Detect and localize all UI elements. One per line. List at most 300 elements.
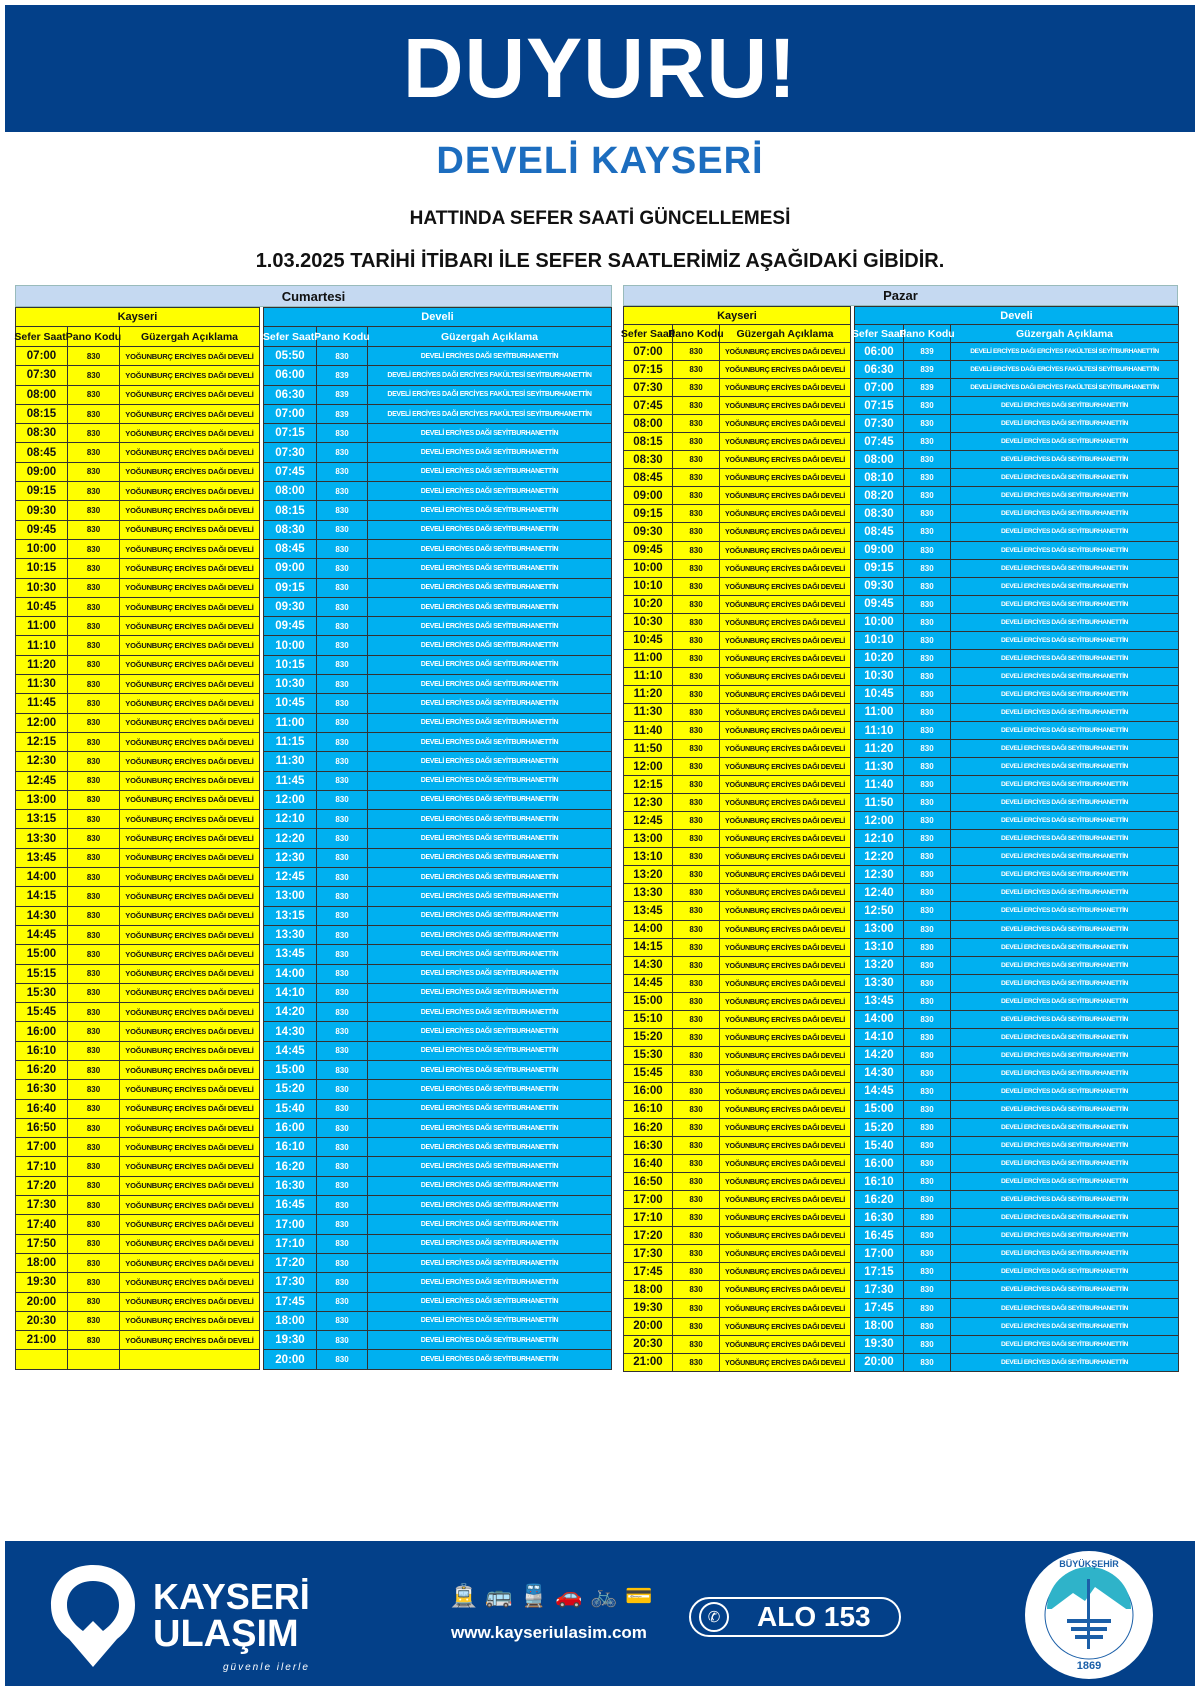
table-row: [854, 433, 1179, 451]
cell-code: 830: [68, 656, 120, 675]
cell-code: 830: [317, 521, 368, 540]
cell-route: DEVELİ ERCİYES DAĞI SEYİTBURHANETTİN: [951, 1227, 1179, 1245]
cell-route: YOĞUNBURÇ ERCİYES DAĞI DEVELİ: [720, 632, 851, 650]
saturday-halves: [15, 307, 612, 1370]
cell-code: 830: [68, 540, 120, 559]
cell-route: YOĞUNBURÇ ERCİYES DAĞI DEVELİ: [720, 1227, 851, 1245]
cell-route: YOĞUNBURÇ ERCİYES DAĞI DEVELİ: [120, 1293, 260, 1312]
table-row: [623, 1029, 851, 1047]
cell-route: DEVELİ ERCİYES DAĞI SEYİTBURHANETTİN: [368, 772, 612, 791]
table-row: [854, 632, 1179, 650]
cell-code: 830: [68, 598, 120, 617]
cell-code: 830: [904, 848, 951, 866]
cell-route: DEVELİ ERCİYES DAĞI SEYİTBURHANETTİN: [368, 482, 612, 501]
cell-route: DEVELİ ERCİYES DAĞI SEYİTBURHANETTİN: [368, 1177, 612, 1196]
cell-code: 830: [68, 1254, 120, 1273]
cell-code: 830: [673, 921, 720, 939]
table-row: [623, 1047, 851, 1065]
cell-route: DEVELİ ERCİYES DAĞI SEYİTBURHANETTİN: [951, 614, 1179, 632]
cell-time: 13:10: [623, 848, 673, 866]
table-row: [623, 704, 851, 722]
cell-time: 11:00: [263, 714, 317, 733]
cell-time: 17:20: [15, 1177, 68, 1196]
cell-code: 830: [904, 902, 951, 920]
table-row: [263, 598, 612, 617]
table-row: [854, 866, 1179, 884]
cell-code: 830: [673, 758, 720, 776]
table-row: [854, 1354, 1179, 1372]
cell-time: 17:10: [15, 1157, 68, 1176]
table-row: [15, 829, 260, 848]
table-row: [263, 1196, 612, 1215]
table-row: [854, 1209, 1179, 1227]
table-row: [623, 578, 851, 596]
table-row: [15, 521, 260, 540]
cell-time: 07:45: [623, 397, 673, 415]
cell-code: 830: [904, 794, 951, 812]
cell-code: 830: [317, 694, 368, 713]
cell-route: DEVELİ ERCİYES DAĞI SEYİTBURHANETTİN: [951, 1047, 1179, 1065]
table-row: [623, 1336, 851, 1354]
cell-time: 13:30: [263, 926, 317, 945]
table-row: [854, 487, 1179, 505]
cell-time: 10:30: [623, 614, 673, 632]
website-link[interactable]: www.kayseriulasim.com: [451, 1623, 647, 1642]
cell-time: 08:30: [263, 521, 317, 540]
table-row: [623, 848, 851, 866]
table-row: [263, 559, 612, 578]
cell-time: 12:10: [263, 810, 317, 829]
cell-time: 12:50: [854, 902, 904, 920]
cell-code: 830: [68, 791, 120, 810]
cell-route: YOĞUNBURÇ ERCİYES DAĞI DEVELİ: [720, 487, 851, 505]
cell-code: 830: [68, 579, 120, 598]
table-row: [263, 1100, 612, 1119]
cell-route: YOĞUNBURÇ ERCİYES DAĞI DEVELİ: [720, 397, 851, 415]
update-subtitle: HATTINDA SEFER SAATİ GÜNCELLEMESİ: [409, 208, 791, 229]
cell-time: 15:20: [263, 1080, 317, 1099]
hotline-badge[interactable]: [689, 1597, 901, 1637]
cell-code: 830: [68, 926, 120, 945]
cell-time: 13:30: [623, 884, 673, 902]
cell-time: 14:10: [854, 1029, 904, 1047]
train-icon: 🚆: [520, 1583, 548, 1608]
cell-time: 09:15: [623, 505, 673, 523]
cell-time: 13:10: [854, 939, 904, 957]
cell-time: 08:00: [15, 386, 68, 405]
cell-route: YOĞUNBURÇ ERCİYES DAĞI DEVELİ: [120, 1119, 260, 1138]
cell-route: DEVELİ ERCİYES DAĞI ERCİYES FAKÜLTESİ SEYİTBURHANETTİN: [951, 343, 1179, 361]
cell-route: YOĞUNBURÇ ERCİYES DAĞI DEVELİ: [720, 523, 851, 541]
cell-code: 830: [673, 866, 720, 884]
cell-code: 830: [68, 1022, 120, 1041]
table-row: [623, 343, 851, 361]
cell-code: 830: [317, 1003, 368, 1022]
cell-route: YOĞUNBURÇ ERCİYES DAĞI DEVELİ: [720, 1137, 851, 1155]
table-row: [854, 1281, 1179, 1299]
table-row: [15, 868, 260, 887]
cell-code: 830: [904, 1011, 951, 1029]
cell-time: 08:45: [623, 469, 673, 487]
table-row: [263, 965, 612, 984]
cell-time: 18:00: [623, 1281, 673, 1299]
cell-time: 14:00: [854, 1011, 904, 1029]
cell-route: YOĞUNBURÇ ERCİYES DAĞI DEVELİ: [720, 650, 851, 668]
cell-code: 830: [68, 849, 120, 868]
table-row: [854, 758, 1179, 776]
cell-code: 830: [673, 469, 720, 487]
table-row: [15, 598, 260, 617]
cell-time: 17:10: [623, 1209, 673, 1227]
table-row: [263, 1254, 612, 1273]
cell-route: DEVELİ ERCİYES DAĞI SEYİTBURHANETTİN: [951, 939, 1179, 957]
cell-time: 09:45: [15, 521, 68, 540]
cell-code: 830: [68, 482, 120, 501]
cell-time: 08:45: [854, 523, 904, 541]
table-row: [623, 939, 851, 957]
table-row: [15, 424, 260, 443]
cell-route: DEVELİ ERCİYES DAĞI SEYİTBURHANETTİN: [951, 650, 1179, 668]
cell-route: DEVELİ ERCİYES DAĞI SEYİTBURHANETTİN: [368, 521, 612, 540]
cell-time: 10:15: [15, 559, 68, 578]
footer: [5, 1541, 1195, 1686]
saturday-develi-section: [263, 307, 612, 1370]
cell-time: 11:30: [623, 704, 673, 722]
table-row: [854, 1119, 1179, 1137]
cell-code: 830: [673, 632, 720, 650]
cell-code: 830: [673, 650, 720, 668]
bicycle-icon: 🚲: [590, 1583, 618, 1608]
announcement-banner: [5, 5, 1195, 132]
sunday-kayseri-section: [620, 306, 851, 1372]
cell-time: 10:45: [263, 694, 317, 713]
cell-time: 20:30: [15, 1312, 68, 1331]
cell-code: 830: [673, 1137, 720, 1155]
cell-route: DEVELİ ERCİYES DAĞI SEYİTBURHANETTİN: [368, 810, 612, 829]
cell-code: 830: [68, 733, 120, 752]
cell-time: 16:50: [623, 1173, 673, 1191]
cell-time: 14:20: [263, 1003, 317, 1022]
cell-route: DEVELİ ERCİYES DAĞI SEYİTBURHANETTİN: [368, 1235, 612, 1254]
table-row: [854, 902, 1179, 920]
cell-code: 830: [904, 596, 951, 614]
cell-time: 12:00: [854, 812, 904, 830]
cell-code: 830: [317, 1312, 368, 1331]
cell-time: 14:15: [15, 887, 68, 906]
bus-icon: 🚌: [485, 1583, 513, 1608]
cell-route: DEVELİ ERCİYES DAĞI SEYİTBURHANETTİN: [368, 1331, 612, 1350]
table-row: [15, 1235, 260, 1254]
cell-time: 20:30: [623, 1336, 673, 1354]
cell-code: 830: [68, 617, 120, 636]
cell-time: 21:00: [623, 1354, 673, 1372]
cell-code: 830: [673, 1191, 720, 1209]
cell-route: DEVELİ ERCİYES DAĞI SEYİTBURHANETTİN: [951, 560, 1179, 578]
cell-route: DEVELİ ERCİYES DAĞI SEYİTBURHANETTİN: [951, 848, 1179, 866]
table-row: [854, 542, 1179, 560]
cell-code: 830: [68, 1100, 120, 1119]
cell-time: 16:50: [15, 1119, 68, 1138]
cell-route: YOĞUNBURÇ ERCİYES DAĞI DEVELİ: [120, 791, 260, 810]
cell-route: DEVELİ ERCİYES DAĞI SEYİTBURHANETTİN: [368, 1254, 612, 1273]
cell-code: 839: [317, 386, 368, 405]
cell-code: 830: [904, 397, 951, 415]
cell-route: YOĞUNBURÇ ERCİYES DAĞI DEVELİ: [720, 343, 851, 361]
cell-code: 830: [68, 405, 120, 424]
table-row: [15, 1196, 260, 1215]
cell-route: YOĞUNBURÇ ERCİYES DAĞI DEVELİ: [120, 521, 260, 540]
sunday-develi-header: Develi: [854, 306, 1179, 325]
table-row: [263, 1235, 612, 1254]
table-row: [263, 366, 612, 385]
cell-code: 830: [673, 704, 720, 722]
table-row: [623, 957, 851, 975]
cell-route: DEVELİ ERCİYES DAĞI SEYİTBURHANETTİN: [951, 1318, 1179, 1336]
table-row: [15, 907, 260, 926]
cell-time: 16:10: [15, 1042, 68, 1061]
cell-route: YOĞUNBURÇ ERCİYES DAĞI DEVELİ: [120, 347, 260, 366]
cell-route: DEVELİ ERCİYES DAĞI SEYİTBURHANETTİN: [368, 1350, 612, 1369]
cell-code: 830: [904, 1263, 951, 1281]
table-row: [263, 1003, 612, 1022]
table-row: [15, 945, 260, 964]
table-row: [623, 614, 851, 632]
table-row: [15, 984, 260, 1003]
cell-route: YOĞUNBURÇ ERCİYES DAĞI DEVELİ: [120, 1215, 260, 1234]
cell-code: 830: [904, 830, 951, 848]
cell-route: YOĞUNBURÇ ERCİYES DAĞI DEVELİ: [720, 812, 851, 830]
cell-code: 830: [673, 1083, 720, 1101]
cell-code: 830: [317, 907, 368, 926]
cell-route: YOĞUNBURÇ ERCİYES DAĞI DEVELİ: [120, 463, 260, 482]
cell-route: YOĞUNBURÇ ERCİYES DAĞI DEVELİ: [120, 1157, 260, 1176]
cell-time: 15:40: [854, 1137, 904, 1155]
cell-route: YOĞUNBURÇ ERCİYES DAĞI DEVELİ: [720, 1155, 851, 1173]
cell-code: 830: [68, 810, 120, 829]
sunday-kayseri-header: Kayseri: [623, 306, 851, 325]
table-row: [854, 523, 1179, 541]
cell-time: 10:30: [263, 675, 317, 694]
cell-route: YOĞUNBURÇ ERCİYES DAĞI DEVELİ: [720, 1083, 851, 1101]
cell-route: YOĞUNBURÇ ERCİYES DAĞI DEVELİ: [720, 794, 851, 812]
cell-code: 830: [904, 1245, 951, 1263]
cell-route: YOĞUNBURÇ ERCİYES DAĞI DEVELİ: [720, 902, 851, 920]
cell-time: 12:45: [15, 772, 68, 791]
cell-route: YOĞUNBURÇ ERCİYES DAĞI DEVELİ: [720, 1047, 851, 1065]
cell-code: 830: [904, 451, 951, 469]
cell-route: DEVELİ ERCİYES DAĞI SEYİTBURHANETTİN: [951, 1083, 1179, 1101]
cell-route: YOĞUNBURÇ ERCİYES DAĞI DEVELİ: [120, 366, 260, 385]
cell-route: YOĞUNBURÇ ERCİYES DAĞI DEVELİ: [120, 443, 260, 462]
cell-time: 13:15: [263, 907, 317, 926]
cell-code: 830: [68, 714, 120, 733]
cell-time: 17:30: [263, 1273, 317, 1292]
cell-code: 830: [68, 1331, 120, 1350]
cell-time: 12:10: [854, 830, 904, 848]
cell-time: 14:00: [15, 868, 68, 887]
column-header-code: Pano Kodu: [68, 327, 120, 347]
cell-time: 16:30: [623, 1137, 673, 1155]
cell-route: DEVELİ ERCİYES DAĞI SEYİTBURHANETTİN: [951, 1137, 1179, 1155]
cell-route: DEVELİ ERCİYES DAĞI SEYİTBURHANETTİN: [368, 1273, 612, 1292]
cell-route: YOĞUNBURÇ ERCİYES DAĞI DEVELİ: [720, 1318, 851, 1336]
cell-route: DEVELİ ERCİYES DAĞI SEYİTBURHANETTİN: [951, 1191, 1179, 1209]
sunday-develi-column-headers: [851, 325, 1179, 343]
cell-time: 15:10: [623, 1011, 673, 1029]
cell-code: 830: [904, 939, 951, 957]
transport-icons: [450, 1583, 652, 1609]
cell-time: 13:20: [854, 957, 904, 975]
table-row: [15, 559, 260, 578]
cell-time: 14:30: [263, 1022, 317, 1041]
cell-time: 12:15: [623, 776, 673, 794]
cell-time: 13:45: [15, 849, 68, 868]
cell-time: 09:15: [263, 579, 317, 598]
cell-time: 07:15: [623, 361, 673, 379]
table-row: [623, 1245, 851, 1263]
cell-code: 830: [673, 848, 720, 866]
table-row: [15, 849, 260, 868]
cell-code: 830: [904, 812, 951, 830]
cell-code: 830: [673, 1047, 720, 1065]
cell-code: 830: [317, 598, 368, 617]
cell-code: 830: [317, 733, 368, 752]
table-row: [854, 1083, 1179, 1101]
cell-time: 12:30: [15, 752, 68, 771]
table-row: [263, 810, 612, 829]
cell-time: 05:50: [263, 347, 317, 366]
cell-route: YOĞUNBURÇ ERCİYES DAĞI DEVELİ: [120, 1100, 260, 1119]
table-row: [15, 1138, 260, 1157]
cell-route: YOĞUNBURÇ ERCİYES DAĞI DEVELİ: [720, 1263, 851, 1281]
cell-code: 830: [904, 975, 951, 993]
cell-time: 08:30: [854, 505, 904, 523]
cell-code: 830: [68, 1003, 120, 1022]
cell-route: DEVELİ ERCİYES DAĞI SEYİTBURHANETTİN: [951, 397, 1179, 415]
cell-code: 830: [68, 675, 120, 694]
table-row: [623, 1318, 851, 1336]
cell-time: 11:45: [15, 694, 68, 713]
table-row: [263, 1061, 612, 1080]
cell-route: DEVELİ ERCİYES DAĞI SEYİTBURHANETTİN: [368, 347, 612, 366]
cell-route: DEVELİ ERCİYES DAĞI SEYİTBURHANETTİN: [951, 686, 1179, 704]
cell-code: 830: [317, 1157, 368, 1176]
table-row: [15, 1119, 260, 1138]
cell-time: 11:15: [263, 733, 317, 752]
cell-route: DEVELİ ERCİYES DAĞI SEYİTBURHANETTİN: [951, 1119, 1179, 1137]
cell-route: YOĞUNBURÇ ERCİYES DAĞI DEVELİ: [720, 578, 851, 596]
cell-route: DEVELİ ERCİYES DAĞI SEYİTBURHANETTİN: [951, 523, 1179, 541]
cell-time: 09:15: [854, 560, 904, 578]
cell-code: 830: [317, 617, 368, 636]
cell-code: 830: [68, 1177, 120, 1196]
cell-route: DEVELİ ERCİYES DAĞI ERCİYES FAKÜLTESİ SEYİTBURHANETTİN: [368, 405, 612, 424]
cell-code: 830: [673, 523, 720, 541]
cell-time: 18:00: [854, 1318, 904, 1336]
table-row: [623, 1011, 851, 1029]
table-row: [623, 1263, 851, 1281]
table-row: [623, 487, 851, 505]
cell-code: 830: [904, 1318, 951, 1336]
cell-route: DEVELİ ERCİYES DAĞI SEYİTBURHANETTİN: [951, 1299, 1179, 1317]
table-row: [15, 1080, 260, 1099]
table-row: [854, 379, 1179, 397]
table-row: [854, 1137, 1179, 1155]
cell-time: 07:45: [854, 433, 904, 451]
table-row: [854, 921, 1179, 939]
table-row: [263, 694, 612, 713]
cell-route: YOĞUNBURÇ ERCİYES DAĞI DEVELİ: [720, 939, 851, 957]
cell-code: 830: [904, 1101, 951, 1119]
cell-code: 830: [673, 1209, 720, 1227]
cell-time: 10:30: [15, 579, 68, 598]
table-row: [263, 617, 612, 636]
cell-code: 830: [317, 1022, 368, 1041]
cell-time: 11:40: [854, 776, 904, 794]
cell-code: 830: [904, 993, 951, 1011]
table-row: [15, 772, 260, 791]
cell-code: 830: [68, 424, 120, 443]
table-row: [623, 758, 851, 776]
table-row: [15, 1177, 260, 1196]
cell-code: 830: [317, 424, 368, 443]
cell-route: DEVELİ ERCİYES DAĞI SEYİTBURHANETTİN: [368, 617, 612, 636]
cell-time: 07:15: [854, 397, 904, 415]
cell-code: 830: [317, 772, 368, 791]
cell-code: 830: [673, 1029, 720, 1047]
table-row: [854, 939, 1179, 957]
cell-time: 16:20: [623, 1119, 673, 1137]
column-header-code: Pano Kodu: [317, 327, 368, 347]
cell-code: 830: [904, 957, 951, 975]
cell-code: 830: [904, 1155, 951, 1173]
cell-route: DEVELİ ERCİYES DAĞI SEYİTBURHANETTİN: [951, 469, 1179, 487]
table-row: [854, 650, 1179, 668]
table-row: [263, 1273, 612, 1292]
table-row: [15, 926, 260, 945]
cell-route: YOĞUNBURÇ ERCİYES DAĞI DEVELİ: [720, 1354, 851, 1372]
cell-code: 830: [673, 668, 720, 686]
cell-route: YOĞUNBURÇ ERCİYES DAĞI DEVELİ: [120, 829, 260, 848]
table-row: [854, 560, 1179, 578]
cell-time: 08:00: [263, 482, 317, 501]
cell-route: DEVELİ ERCİYES DAĞI SEYİTBURHANETTİN: [951, 1155, 1179, 1173]
cell-route: YOĞUNBURÇ ERCİYES DAĞI DEVELİ: [720, 848, 851, 866]
cell-code: 830: [673, 379, 720, 397]
cell-time: 10:00: [263, 636, 317, 655]
table-row: [263, 926, 612, 945]
cell-route: YOĞUNBURÇ ERCİYES DAĞI DEVELİ: [720, 1173, 851, 1191]
cell-code: 830: [904, 1227, 951, 1245]
cell-route: DEVELİ ERCİYES DAĞI SEYİTBURHANETTİN: [368, 694, 612, 713]
table-row: [263, 540, 612, 559]
cell-route: YOĞUNBURÇ ERCİYES DAĞI DEVELİ: [720, 776, 851, 794]
cell-code: 830: [673, 812, 720, 830]
cell-route: YOĞUNBURÇ ERCİYES DAĞI DEVELİ: [120, 1312, 260, 1331]
cell-time: 19:30: [15, 1273, 68, 1292]
cell-time: 10:15: [263, 656, 317, 675]
table-row: [263, 1331, 612, 1350]
cell-code: 830: [673, 505, 720, 523]
cell-time: 12:40: [854, 884, 904, 902]
cell-time: 15:45: [623, 1065, 673, 1083]
cell-time: 17:20: [623, 1227, 673, 1245]
table-row: [623, 1101, 851, 1119]
cell-code: 830: [904, 469, 951, 487]
table-row: [623, 1065, 851, 1083]
cell-time: 08:15: [623, 433, 673, 451]
cell-code: 830: [317, 1293, 368, 1312]
